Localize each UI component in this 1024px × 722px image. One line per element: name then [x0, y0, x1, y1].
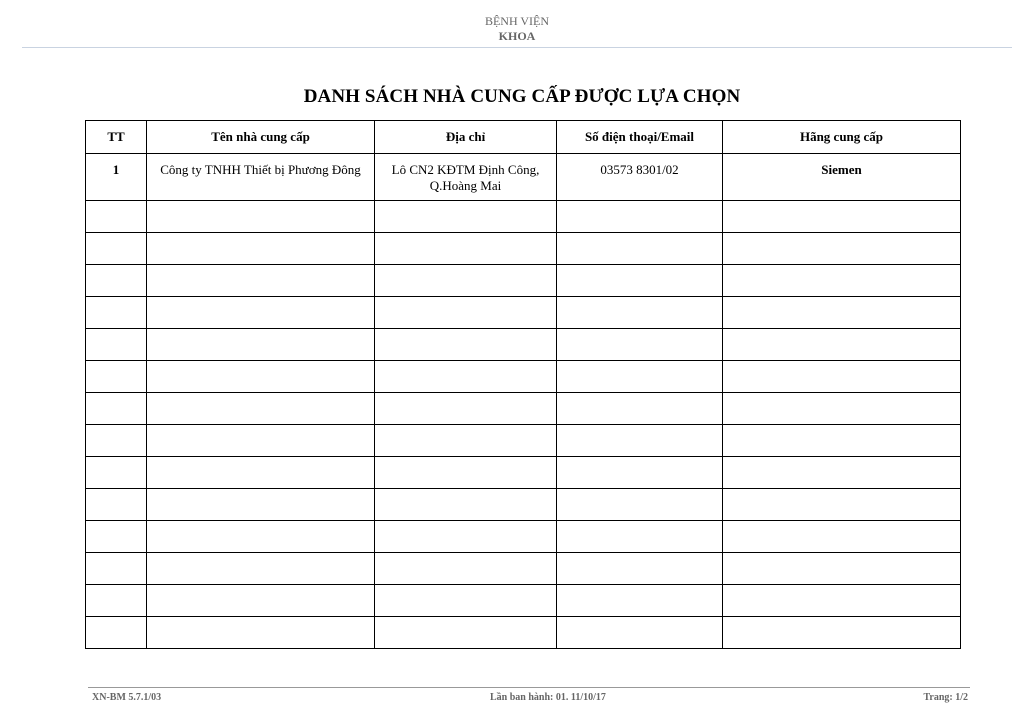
cell-tt: 1	[86, 154, 147, 201]
cell-supplier-name	[147, 297, 375, 329]
cell-tt	[86, 489, 147, 521]
column-header-phone-email: Số điện thoại/Email	[557, 121, 723, 154]
cell-phone-email	[557, 297, 723, 329]
cell-phone-email	[557, 233, 723, 265]
empty-table-row	[86, 489, 961, 521]
hospital-name: BỆNH VIỆN	[484, 14, 550, 28]
department-name: KHOA	[498, 29, 536, 43]
cell-phone-email	[557, 425, 723, 457]
cell-supplier-name	[147, 393, 375, 425]
cell-tt	[86, 265, 147, 297]
cell-tt	[86, 329, 147, 361]
cell-tt	[86, 201, 147, 233]
cell-supplier-name	[147, 617, 375, 649]
empty-table-row	[86, 553, 961, 585]
cell-phone-email	[557, 329, 723, 361]
empty-table-row	[86, 297, 961, 329]
empty-table-row	[86, 361, 961, 393]
cell-supplier-name	[147, 329, 375, 361]
empty-table-row	[86, 425, 961, 457]
cell-supplier-name	[147, 521, 375, 553]
cell-brand	[723, 585, 961, 617]
cell-phone-email	[557, 265, 723, 297]
column-header-supplier-name: Tên nhà cung cấp	[147, 121, 375, 154]
cell-tt	[86, 457, 147, 489]
cell-brand	[723, 329, 961, 361]
table-header-row	[86, 121, 961, 154]
empty-table-row	[86, 521, 961, 553]
empty-table-row	[86, 617, 961, 649]
cell-tt	[86, 297, 147, 329]
column-header-address: Địa chỉ	[375, 121, 557, 154]
empty-table-row	[86, 233, 961, 265]
cell-tt	[86, 617, 147, 649]
cell-phone-email	[557, 585, 723, 617]
cell-supplier-name	[147, 201, 375, 233]
cell-brand: Siemen	[723, 154, 961, 201]
cell-supplier-name: Công ty TNHH Thiết bị Phương Đông	[147, 154, 375, 201]
cell-brand	[723, 265, 961, 297]
page-number: Trang: 1/2	[923, 692, 968, 703]
cell-supplier-name	[147, 265, 375, 297]
cell-address	[375, 201, 557, 233]
cell-supplier-name	[147, 233, 375, 265]
cell-brand	[723, 553, 961, 585]
cell-phone-email: 03573 8301/02	[557, 154, 723, 201]
cell-supplier-name	[147, 425, 375, 457]
cell-supplier-name	[147, 585, 375, 617]
cell-address	[375, 521, 557, 553]
cell-address	[375, 489, 557, 521]
cell-brand	[723, 617, 961, 649]
cell-brand	[723, 201, 961, 233]
header-divider	[22, 47, 1012, 48]
cell-phone-email	[557, 617, 723, 649]
cell-brand	[723, 361, 961, 393]
cell-brand	[723, 521, 961, 553]
cell-address	[375, 457, 557, 489]
empty-table-row	[86, 329, 961, 361]
empty-table-row	[86, 457, 961, 489]
page-title: DANH SÁCH NHÀ CUNG CẤP ĐƯỢC LỰA CHỌN	[303, 86, 741, 107]
cell-phone-email	[557, 489, 723, 521]
cell-address	[375, 425, 557, 457]
supplier-table	[85, 120, 961, 649]
empty-table-row	[86, 265, 961, 297]
column-header-tt: TT	[86, 121, 147, 154]
cell-address	[375, 361, 557, 393]
column-header-brand: Hãng cung cấp	[723, 121, 961, 154]
cell-address	[375, 233, 557, 265]
cell-tt	[86, 585, 147, 617]
cell-phone-email	[557, 457, 723, 489]
empty-table-row	[86, 201, 961, 233]
cell-supplier-name	[147, 457, 375, 489]
cell-supplier-name	[147, 361, 375, 393]
cell-tt	[86, 521, 147, 553]
cell-supplier-name	[147, 553, 375, 585]
cell-phone-email	[557, 201, 723, 233]
cell-tt	[86, 553, 147, 585]
cell-brand	[723, 425, 961, 457]
empty-table-row	[86, 585, 961, 617]
cell-phone-email	[557, 361, 723, 393]
footer-divider	[88, 687, 970, 688]
cell-brand	[723, 489, 961, 521]
cell-phone-email	[557, 393, 723, 425]
cell-address	[375, 265, 557, 297]
cell-tt	[86, 233, 147, 265]
cell-address	[375, 329, 557, 361]
edition-info: Lần ban hành: 01. 11/10/17	[490, 692, 606, 703]
cell-brand	[723, 233, 961, 265]
document-header	[0, 14, 1024, 44]
cell-brand	[723, 297, 961, 329]
empty-table-row	[86, 393, 961, 425]
cell-tt	[86, 393, 147, 425]
cell-address	[375, 617, 557, 649]
table-row	[86, 154, 961, 201]
cell-brand	[723, 457, 961, 489]
cell-address: Lô CN2 KĐTM Định Công, Q.Hoàng Mai	[375, 154, 557, 201]
cell-address	[375, 393, 557, 425]
cell-tt	[86, 425, 147, 457]
cell-address	[375, 297, 557, 329]
cell-tt	[86, 361, 147, 393]
cell-address	[375, 553, 557, 585]
cell-address	[375, 585, 557, 617]
cell-brand	[723, 393, 961, 425]
cell-phone-email	[557, 553, 723, 585]
form-code: XN-BM 5.7.1/03	[92, 692, 162, 703]
cell-phone-email	[557, 521, 723, 553]
cell-supplier-name	[147, 489, 375, 521]
